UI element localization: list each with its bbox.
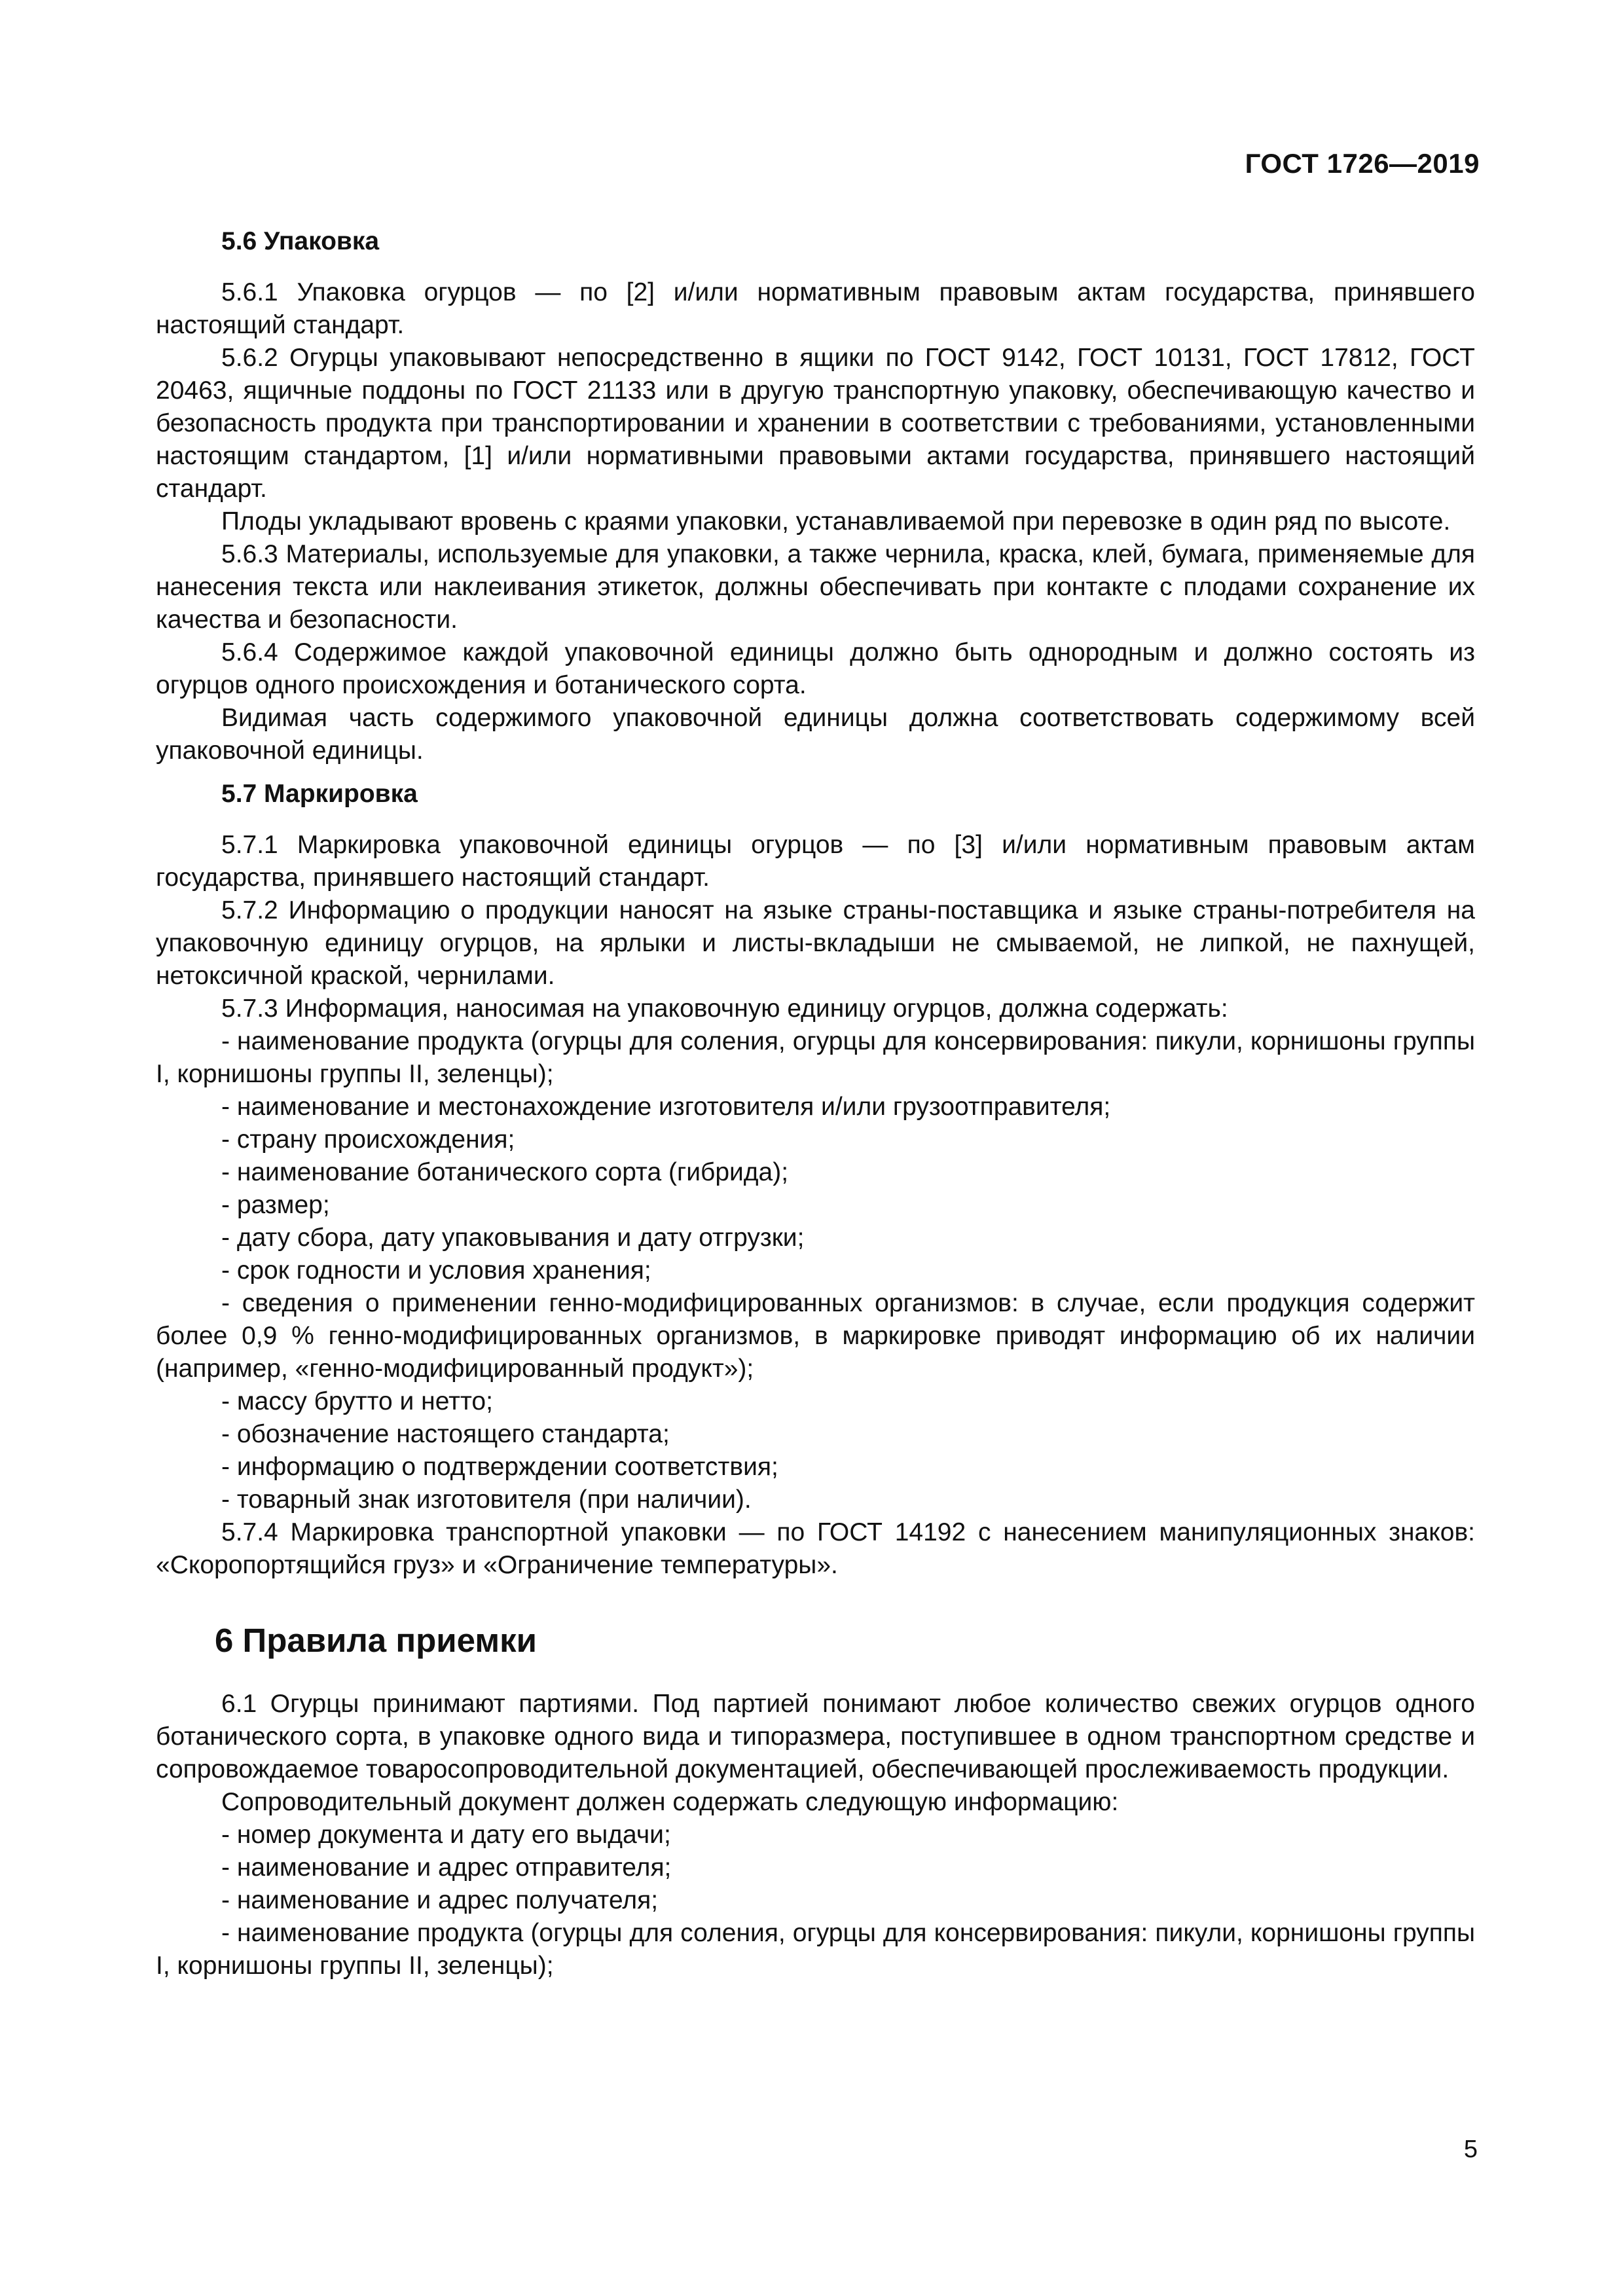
section-heading-5-7: 5.7 Маркировка [221,780,418,808]
list-item: - обозначение настоящего стандарта; [221,1420,670,1448]
paragraph: 5.7.1 Маркировка упаковочной единицы огурцов — по [3] и/или нормативным правовым актам государства, принявшего настоящий стандарт. [156,831,1475,892]
list-item: - наименование и адрес отправителя; [221,1853,672,1882]
list-item: - товарный знак изготовителя (при наличии). [221,1485,752,1514]
list-item: - наименование продукта (огурцы для соления, огурцы для консервирования: пикули, корнишоны группы I, корнишоны группы II, зеленцы); [156,1919,1475,1980]
list-item: - номер документа и дату его выдачи; [221,1821,671,1849]
list-item: - наименование ботанического сорта (гибрида); [221,1158,789,1186]
list-item: - дату сбора, дату упаковывания и дату отгрузки; [221,1224,805,1252]
paragraph: 5.6.4 Содержимое каждой упаковочной единицы должно быть однородным и должно состоять из огурцов одного происхождения и ботанического сорта. [156,638,1475,699]
paragraph: Видимая часть содержимого упаковочной единицы должна соответствовать содержимому всей упаковочной единицы. [156,704,1475,765]
page-number: 5 [1463,2136,1478,2163]
paragraph: 5.7.4 Маркировка транспортной упаковки — по ГОСТ 14192 с нанесением манипуляционных знаков: «Скоропортящийся груз» и «Ограничение температуры». [156,1518,1475,1579]
document-code: ГОСТ 1726—2019 [1245,148,1480,179]
document-body [156,215,1475,1982]
list-item: - наименование и адрес получателя; [221,1886,659,1914]
list-item: - наименование и местонахождение изготовителя и/или грузоотправителя; [221,1093,1111,1121]
paragraph: 5.6.3 Материалы, используемые для упаковки, а также чернила, краска, клей, бумага, применяемые для нанесения текста или наклеивания этикеток, должны обеспечивать при контакте с плодами сохранение их качества и безопасности. [156,540,1475,634]
paragraph: Плоды укладывают вровень с краями упаковки, устанавливаемой при перевозке в один ряд по высоте. [221,507,1451,536]
list-item: - наименование продукта (огурцы для соления, огурцы для консервирования: пикули, корнишоны группы I, корнишоны группы II, зеленцы); [156,1027,1475,1088]
section-heading-5-6: 5.6 Упаковка [221,227,380,255]
paragraph: 5.7.2 Информацию о продукции наносят на языке страны-поставщика и языке страны-потребителя на упаковочную единицу огурцов, на ярлыки и листы-вкладыши не смываемой, не липкой, не пахнущей, нетоксичной краской, чернилами. [156,896,1475,990]
section-heading-6: 6 Правила приемки [215,1622,537,1659]
list-item: - страну происхождения; [221,1125,515,1154]
paragraph: 5.7.3 Информация, наносимая на упаковочную единицу огурцов, должна содержать: [221,994,1228,1023]
paragraph: 5.6.1 Упаковка огурцов — по [2] и/или нормативным правовым актам государства, принявшего настоящий стандарт. [156,278,1475,339]
list-item: - сведения о применении генно-модифицированных организмов: в случае, если продукция содержит более 0,9 % генно-модифицированных организмов, в маркировке приводят информацию об их наличии (например, «генно-модифицированный продукт»); [156,1289,1475,1383]
paragraph: Сопроводительный документ должен содержать следующую информацию: [221,1788,1119,1816]
paragraph: 5.6.2 Огурцы упаковывают непосредственно в ящики по ГОСТ 9142, ГОСТ 10131, ГОСТ 17812, ГОСТ 20463, ящичные поддоны по ГОСТ 21133 или в другую транспортную упаковку, обеспечивающую качество и безопасность продукта при транспортировании и хранении в соответствии с требованиями, установленными настоящим стандартом, [1] и/или нормативными правовыми актами государства, принявшего настоящий стандарт. [156,344,1475,503]
list-item: - информацию о подтверждении соответствия; [221,1453,778,1481]
list-item: - размер; [221,1191,330,1219]
paragraph: 6.1 Огурцы принимают партиями. Под партией понимают любое количество свежих огурцов одного ботанического сорта, в упаковке одного вида и типоразмера, поступившее в одном транспортном средстве и сопровождаемое товаросопроводительной документацией, обеспечивающей прослеживаемость продукции. [156,1690,1475,1783]
list-item: - срок годности и условия хранения; [221,1256,651,1285]
list-item: - массу брутто и нетто; [221,1387,493,1415]
